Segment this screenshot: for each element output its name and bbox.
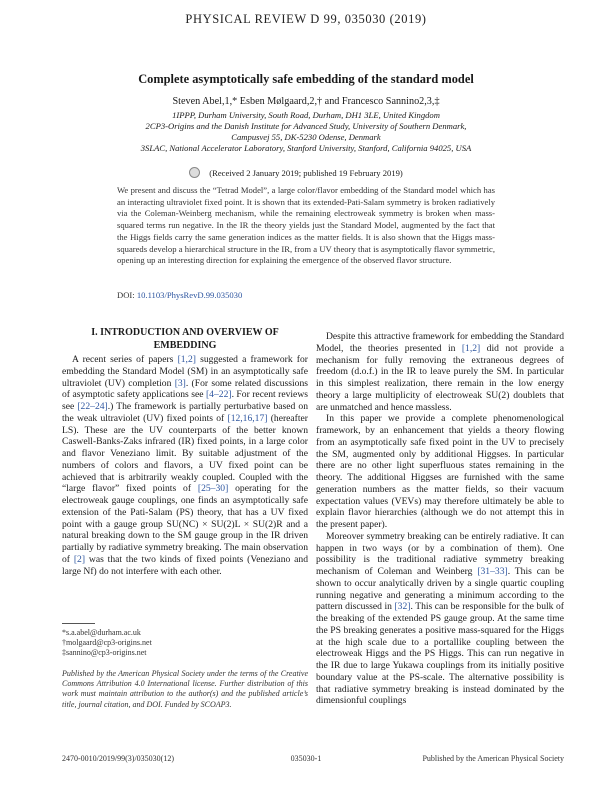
footer-issn: 2470-0010/2019/99(3)/035030(12) (62, 754, 174, 763)
affiliation-1: 1IPPP, Durham University, South Road, Durham, DH1 3LE, United Kingdom (172, 110, 440, 120)
doi-label: DOI: (117, 290, 135, 300)
journal-header: PHYSICAL REVIEW D 99, 035030 (2019) (185, 12, 427, 26)
publication-note: Published by the American Physical Society under the terms of the Creative Commons Attribution 4.0 International license. Further distribution of this work must maintain attribution to the author(s) and the published article’s title, journal citation, and DOI. Funded by SCOAP3. (62, 669, 308, 709)
citation-link[interactable]: [22–24] (77, 401, 108, 412)
column-right (316, 331, 564, 707)
citation-link[interactable]: [12,16,17] (227, 412, 268, 424)
paragraph: Despite this attractive framework for embedding the Standard Model, the theories presented in [1,2] did not provide a mechanism for fully removing the extraneous degrees of freedom (d.o.f.) in the IR to leave purely the SM. In particular in this simplest realization, there remain in the low energy theory a large multiplicity of electroweak SU(2) doublets that are unmatched and hence massless. (316, 331, 565, 413)
paragraph: In this paper we provide a complete phenomenological framework, by an enhancement that yields a theory flowing from an asymptotically safe fixed point in the UV to precisely the SM, augmented only by additional Higgses. In particular there are no other light superfluous states remaining in the theory. The additional Higgses are furnished with the same generation numbers as the matter fields, so their vacuum expectation values (VEVs) may therefore ultimately be able to explain flavor hierarchies (although we do not attempt this in the present paper). (316, 413, 564, 530)
citation-link[interactable]: [3] (174, 377, 186, 389)
footnote-email[interactable]: *s.a.abel@durham.ac.uk (62, 628, 141, 637)
citation-link[interactable]: [1,2] (461, 342, 481, 354)
paragraph: Moreover symmetry breaking can be entirely radiative. It can happen in two ways (or by a combination of them). One possibility is the traditional radiative symmetry breaking mechanism of Coleman and Weinberg [31–33]. This can be shown to occur analytically driven by a single quartic coupling running negative and generating a minimum according to the pattern discussed in [32]. This can be responsible for the bulk of the breaking of the extended PS gauge group. At the same time the PS breaking generates a positive mass-squared for the Higgs at the high scale due to a portallike coupling between the electroweak Higgs and the PS Higgs. This can run negative in the IR due to large Yukawa couplings from its initially positive boundary value at the PS-scale. The alternative possibility is that radiative symmetry breaking is instead dominated by the dimensionful couplings (316, 530, 564, 707)
doi-link[interactable]: 10.1103/PhysRevD.99.035030 (136, 290, 243, 300)
footer-publisher: Published by the American Physical Society (422, 754, 564, 763)
citation-link[interactable]: [25–30] (197, 483, 229, 495)
column-left (62, 354, 308, 577)
paragraph: A recent series of papers [1,2] suggested a framework for embedding the Standard Model (SM) in an asymptotically safe ultraviolet (UV) completion [3]. (For some related discussions of asymptotic safety applications see [4–22]. For recent reviews see [22–24].) The framework is partially perturbative based on the weak ultraviolet (UV) fixed points of [12,16,17] (hereafter LS). These are the UV counterparts of the better known Caswell-Banks-Zaks infrared (IR) fixed points, in a large color and flavor Veneziano limit. By suitable adjustment of the numbers of colors and flavors, a UV fixed point can be achieved that is arbitrarily weakly coupled. Coupled with the “large flavor” fixed points of [25–30] operating for the electroweak gauge couplings, one finds an asymptotically safe extension of the Pati-Salam (PS) theory, that has a UV fixed point with a gauge group SU(NC) × SU(2)L × SU(2)R and a natural breaking down to the SM gauge group in the IR driven partially by radiative symmetry breaking. The main observation of [2] was that the two kinds of fixed points (Veneziano and large Nf) do not interfere with each other. (62, 354, 308, 577)
citation-link[interactable]: [32] (394, 601, 411, 613)
footnote-email[interactable]: †molgaard@cp3-origins.net (62, 638, 152, 647)
doi-line (117, 290, 242, 300)
author-list: Steven Abel,1,* Esben Mølgaard,2,† and Francesco Sannino2,3,‡ (172, 96, 440, 107)
section-heading: I. INTRODUCTION AND OVERVIEW OF EMBEDDING (91, 327, 279, 351)
affiliation-2-cont: Campusvej 55, DK-5230 Odense, Denmark (231, 132, 381, 142)
footer-page-number: 035030-1 (290, 754, 322, 763)
affiliation-2: 2CP3-Origins and the Danish Institute for Advanced Study, University of Southern Denmark, (145, 121, 467, 131)
citation-link[interactable]: [1,2] (177, 354, 196, 365)
received-date: (Received 2 January 2019; published 19 February 2019) (209, 168, 403, 178)
citation-link[interactable]: [4–22] (205, 389, 232, 401)
paper-title: Complete asymptotically safe embedding of the standard model (138, 72, 474, 86)
citation-link[interactable]: [31–33] (477, 566, 508, 577)
citation-link[interactable]: [2] (73, 553, 86, 565)
footnote-divider (62, 623, 95, 624)
affiliation-3: 3SLAC, National Accelerator Laboratory, Stanford University, Stanford, California 94025, USA (140, 143, 472, 153)
footnote-email[interactable]: ‡sannino@cp3-origins.net (62, 648, 147, 657)
abstract: We present and discuss the “Tetrad Model”, a large color/flavor embedding of the Standard model which has an interacting ultraviolet fixed point. It is shown that its extended-Pati-Salam symmetry is broken radiatively via the Coleman-Weinberg mechanism, while the remaining electroweak symmetry is broken when mass-squared terms run negative. In the IR the theory yields just the Standard Model, augmented by the fact that the Higgs fields carry the same generation indices as the matter fields. It is also shown that the Higgs mass-squareds develop a hierarchical structure in the IR, from a UV theory that is asymptotically flavor symmetric, opening up an interesting direction for explaining the emergence of the observed flavor structure. (117, 185, 495, 266)
